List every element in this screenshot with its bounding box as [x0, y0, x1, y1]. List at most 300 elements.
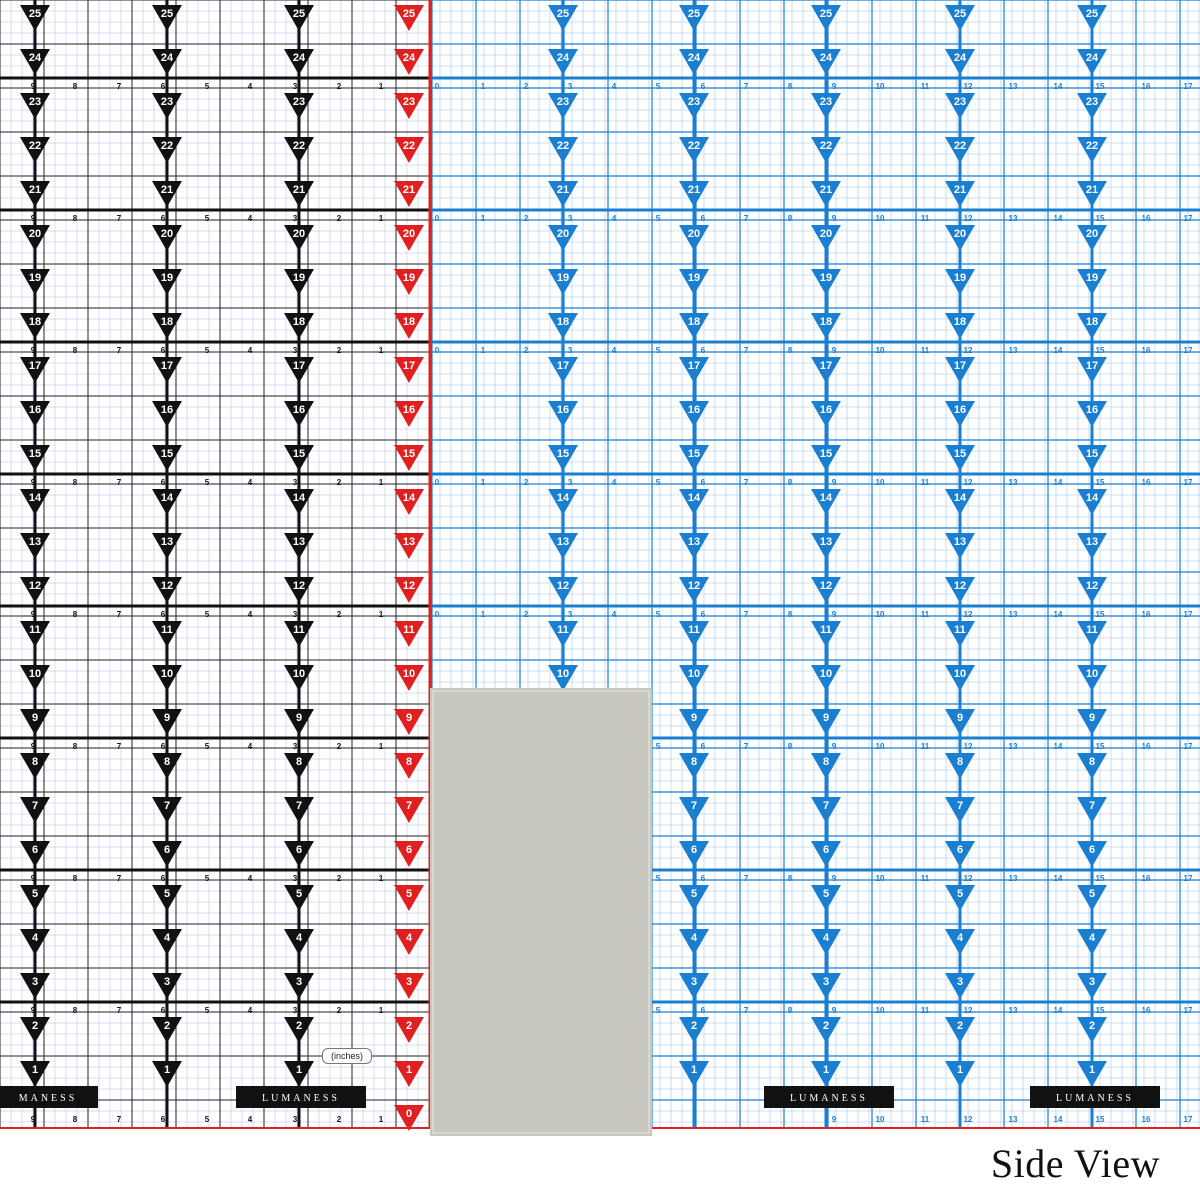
right-ruler-number: 6	[700, 478, 706, 487]
left-ruler-number: 6	[160, 214, 166, 223]
marker-number: 4	[690, 932, 698, 944]
left-ruler-number: 4	[247, 742, 253, 751]
marker-number: 1	[1088, 1064, 1096, 1076]
right-ruler-number: 11	[920, 1006, 930, 1015]
marker-number: 2	[163, 1020, 171, 1032]
left-ruler-number: 5	[204, 1006, 210, 1015]
marker-number: 16	[160, 404, 174, 416]
left-ruler-number: 6	[160, 1006, 166, 1015]
right-ruler-number: 5	[655, 1006, 661, 1015]
right-ruler-number: 1	[480, 214, 486, 223]
marker-number: 25	[402, 8, 416, 20]
right-ruler-number: 2	[523, 214, 529, 223]
marker-number: 6	[956, 844, 964, 856]
right-ruler-number: 9	[831, 82, 837, 91]
marker-number: 25	[160, 8, 174, 20]
marker-number: 10	[687, 668, 701, 680]
marker-number: 10	[556, 668, 570, 680]
marker-number: 23	[687, 96, 701, 108]
right-ruler-number: 17	[1183, 82, 1193, 91]
left-ruler-number: 4	[247, 346, 253, 355]
marker-number: 20	[402, 228, 416, 240]
left-ruler-number: 3	[292, 742, 298, 751]
marker-number: 21	[687, 184, 701, 196]
right-ruler-number: 11	[920, 214, 930, 223]
marker-number: 24	[402, 52, 416, 64]
right-ruler-number: 3	[567, 478, 573, 487]
right-ruler-number: 13	[1008, 82, 1018, 91]
marker-number: 20	[292, 228, 306, 240]
bottom-right-number: 17	[1183, 1115, 1193, 1124]
bottom-right-number: 16	[1141, 1115, 1151, 1124]
marker-number: 16	[953, 404, 967, 416]
marker-number: 7	[295, 800, 303, 812]
right-ruler-number: 7	[743, 742, 749, 751]
bottom-left-number: 6	[160, 1115, 166, 1124]
left-ruler-number: 6	[160, 610, 166, 619]
marker-number: 15	[556, 448, 570, 460]
marker-number: 9	[163, 712, 171, 724]
marker-number: 10	[160, 668, 174, 680]
marker-number: 23	[953, 96, 967, 108]
marker-number: 10	[292, 668, 306, 680]
right-ruler-number: 16	[1141, 82, 1151, 91]
logo-wordmark: MANESS	[18, 1093, 78, 1104]
right-ruler-number: 9	[831, 346, 837, 355]
right-ruler-number: 17	[1183, 610, 1193, 619]
right-ruler-number: 7	[743, 214, 749, 223]
marker-number: 20	[819, 228, 833, 240]
marker-number: 14	[28, 492, 42, 504]
left-ruler-number: 5	[204, 610, 210, 619]
marker-number: 11	[293, 624, 305, 636]
marker-number: 6	[163, 844, 171, 856]
marker-number: 10	[1085, 668, 1099, 680]
marker-number: 2	[405, 1020, 413, 1032]
marker-number: 16	[556, 404, 570, 416]
marker-number: 0	[405, 1108, 413, 1120]
bottom-left-number: 7	[116, 1115, 122, 1124]
left-ruler-number: 5	[204, 874, 210, 883]
bottom-left-number: 8	[72, 1115, 78, 1124]
marker-number: 22	[819, 140, 833, 152]
right-ruler-number: 0	[434, 82, 440, 91]
marker-number: 16	[819, 404, 833, 416]
left-ruler-number: 7	[116, 742, 122, 751]
right-ruler-number: 17	[1183, 874, 1193, 883]
left-ruler-number: 3	[292, 478, 298, 487]
marker-number: 1	[956, 1064, 964, 1076]
marker-number: 9	[405, 712, 413, 724]
marker-number: 20	[28, 228, 42, 240]
left-ruler-number: 2	[336, 478, 342, 487]
marker-number: 25	[556, 8, 570, 20]
lumaness-logo	[0, 1086, 98, 1108]
left-ruler-number: 9	[30, 874, 36, 883]
right-ruler-number: 0	[434, 214, 440, 223]
left-ruler-number: 1	[378, 874, 384, 883]
marker-number: 7	[690, 800, 698, 812]
marker-number: 20	[1085, 228, 1099, 240]
marker-number: 4	[405, 932, 413, 944]
left-ruler-number: 1	[378, 478, 384, 487]
marker-number: 8	[163, 756, 171, 768]
marker-number: 13	[687, 536, 701, 548]
right-ruler-number: 10	[875, 1006, 885, 1015]
sample-swatch-panel	[430, 688, 652, 1136]
right-ruler-number: 3	[567, 214, 573, 223]
marker-number: 11	[557, 624, 569, 636]
marker-number: 8	[405, 756, 413, 768]
marker-number: 23	[819, 96, 833, 108]
left-ruler-number: 7	[116, 874, 122, 883]
marker-number: 14	[687, 492, 701, 504]
right-ruler-number: 5	[655, 478, 661, 487]
marker-number: 17	[556, 360, 570, 372]
right-ruler-number: 12	[963, 478, 973, 487]
left-ruler-number: 5	[204, 214, 210, 223]
right-ruler-number: 0	[434, 478, 440, 487]
right-ruler-number: 15	[1095, 346, 1105, 355]
right-ruler-number: 14	[1053, 874, 1063, 883]
bottom-left-number: 4	[247, 1115, 253, 1124]
logo-wordmark: LUMANESS	[790, 1093, 868, 1104]
marker-number: 12	[292, 580, 306, 592]
right-ruler-number: 6	[700, 1006, 706, 1015]
left-ruler-number: 7	[116, 82, 122, 91]
marker-number: 18	[953, 316, 967, 328]
bottom-right-number: 13	[1008, 1115, 1018, 1124]
marker-number: 7	[956, 800, 964, 812]
bottom-right-number: 9	[831, 1115, 837, 1124]
marker-number: 12	[556, 580, 570, 592]
left-ruler-number: 9	[30, 214, 36, 223]
left-ruler-number: 8	[72, 742, 78, 751]
marker-number: 5	[163, 888, 171, 900]
marker-number: 13	[28, 536, 42, 548]
marker-number: 16	[292, 404, 306, 416]
left-ruler-number: 3	[292, 874, 298, 883]
marker-number: 15	[819, 448, 833, 460]
right-ruler-number: 3	[567, 346, 573, 355]
marker-number: 24	[819, 52, 833, 64]
marker-number: 3	[163, 976, 171, 988]
marker-number: 1	[822, 1064, 830, 1076]
marker-number: 3	[295, 976, 303, 988]
marker-number: 25	[28, 8, 42, 20]
left-ruler-number: 1	[378, 1006, 384, 1015]
left-ruler-number: 7	[116, 214, 122, 223]
marker-number: 2	[295, 1020, 303, 1032]
marker-number: 4	[1088, 932, 1096, 944]
marker-number: 9	[822, 712, 830, 724]
right-ruler-number: 6	[700, 82, 706, 91]
marker-number: 20	[556, 228, 570, 240]
marker-number: 25	[1085, 8, 1099, 20]
marker-number: 15	[1085, 448, 1099, 460]
right-ruler-number: 2	[523, 610, 529, 619]
marker-number: 5	[1088, 888, 1096, 900]
right-ruler-number: 14	[1053, 1006, 1063, 1015]
right-ruler-number: 14	[1053, 346, 1063, 355]
right-ruler-number: 7	[743, 82, 749, 91]
right-ruler-number: 14	[1053, 478, 1063, 487]
right-ruler-number: 16	[1141, 610, 1151, 619]
marker-number: 20	[160, 228, 174, 240]
marker-number: 14	[819, 492, 833, 504]
right-ruler-number: 11	[920, 610, 930, 619]
right-ruler-number: 13	[1008, 610, 1018, 619]
marker-number: 7	[31, 800, 39, 812]
lumaness-logo	[764, 1086, 894, 1108]
marker-number: 2	[956, 1020, 964, 1032]
right-ruler-number: 12	[963, 874, 973, 883]
right-ruler-number: 13	[1008, 346, 1018, 355]
marker-number: 19	[402, 272, 416, 284]
left-ruler-number: 3	[292, 82, 298, 91]
right-ruler-number: 4	[611, 478, 617, 487]
left-ruler-number: 2	[336, 82, 342, 91]
marker-number: 14	[292, 492, 306, 504]
right-ruler-number: 10	[875, 742, 885, 751]
marker-number: 7	[1088, 800, 1096, 812]
marker-number: 11	[161, 624, 173, 636]
marker-number: 12	[160, 580, 174, 592]
right-ruler-number: 11	[920, 346, 930, 355]
right-ruler-number: 13	[1008, 874, 1018, 883]
right-ruler-number: 1	[480, 610, 486, 619]
left-ruler-number: 9	[30, 82, 36, 91]
marker-number: 21	[953, 184, 967, 196]
right-ruler-number: 8	[787, 610, 793, 619]
marker-number: 22	[28, 140, 42, 152]
bottom-right-number: 15	[1095, 1115, 1105, 1124]
right-ruler-number: 8	[787, 742, 793, 751]
right-ruler-number: 9	[831, 478, 837, 487]
marker-number: 6	[1088, 844, 1096, 856]
right-ruler-number: 15	[1095, 610, 1105, 619]
marker-number: 8	[822, 756, 830, 768]
left-ruler-number: 8	[72, 478, 78, 487]
marker-number: 16	[687, 404, 701, 416]
marker-number: 24	[292, 52, 306, 64]
marker-number: 25	[819, 8, 833, 20]
marker-number: 12	[402, 580, 416, 592]
marker-number: 18	[292, 316, 306, 328]
right-ruler-number: 17	[1183, 214, 1193, 223]
marker-number: 3	[405, 976, 413, 988]
marker-number: 21	[402, 184, 416, 196]
marker-number: 17	[160, 360, 174, 372]
right-ruler-number: 15	[1095, 82, 1105, 91]
marker-number: 6	[295, 844, 303, 856]
left-ruler-number: 7	[116, 346, 122, 355]
right-ruler-number: 9	[831, 1006, 837, 1015]
right-ruler-number: 9	[831, 214, 837, 223]
marker-number: 7	[822, 800, 830, 812]
marker-number: 24	[1085, 52, 1099, 64]
right-ruler-number: 12	[963, 214, 973, 223]
marker-number: 22	[160, 140, 174, 152]
right-ruler-number: 12	[963, 610, 973, 619]
right-ruler-number: 4	[611, 610, 617, 619]
marker-number: 19	[953, 272, 967, 284]
left-ruler-number: 7	[116, 610, 122, 619]
marker-number: 24	[28, 52, 42, 64]
left-ruler-number: 2	[336, 874, 342, 883]
marker-number: 5	[295, 888, 303, 900]
marker-number: 22	[1085, 140, 1099, 152]
left-ruler-number: 3	[292, 1006, 298, 1015]
left-ruler-number: 9	[30, 1006, 36, 1015]
right-ruler-number: 4	[611, 346, 617, 355]
marker-number: 10	[402, 668, 416, 680]
marker-number: 14	[953, 492, 967, 504]
left-ruler-number: 8	[72, 346, 78, 355]
right-ruler-number: 10	[875, 346, 885, 355]
right-ruler-number: 8	[787, 478, 793, 487]
marker-number: 21	[160, 184, 174, 196]
marker-number: 1	[405, 1064, 413, 1076]
lumaness-logo	[236, 1086, 366, 1108]
left-ruler-number: 4	[247, 610, 253, 619]
marker-number: 25	[292, 8, 306, 20]
marker-number: 1	[163, 1064, 171, 1076]
right-ruler-number: 14	[1053, 82, 1063, 91]
marker-number: 21	[556, 184, 570, 196]
right-ruler-number: 10	[875, 478, 885, 487]
marker-number: 21	[28, 184, 42, 196]
marker-number: 23	[556, 96, 570, 108]
marker-number: 5	[822, 888, 830, 900]
right-ruler-number: 8	[787, 214, 793, 223]
right-ruler-number: 17	[1183, 1006, 1193, 1015]
marker-number: 12	[1085, 580, 1099, 592]
marker-number: 18	[160, 316, 174, 328]
marker-number: 10	[953, 668, 967, 680]
marker-number: 22	[556, 140, 570, 152]
marker-number: 2	[690, 1020, 698, 1032]
marker-number: 19	[687, 272, 701, 284]
right-ruler-number: 14	[1053, 742, 1063, 751]
right-ruler-number: 2	[523, 478, 529, 487]
marker-number: 24	[160, 52, 174, 64]
right-ruler-number: 8	[787, 1006, 793, 1015]
marker-number: 3	[956, 976, 964, 988]
marker-number: 23	[1085, 96, 1099, 108]
left-ruler-number: 7	[116, 478, 122, 487]
marker-number: 6	[822, 844, 830, 856]
bottom-left-number: 2	[336, 1115, 342, 1124]
right-ruler-number: 7	[743, 1006, 749, 1015]
marker-number: 19	[160, 272, 174, 284]
bottom-left-number: 9	[30, 1115, 36, 1124]
right-ruler-number: 16	[1141, 214, 1151, 223]
right-ruler-number: 6	[700, 214, 706, 223]
marker-number: 15	[953, 448, 967, 460]
marker-number: 9	[690, 712, 698, 724]
left-ruler-number: 1	[378, 610, 384, 619]
right-ruler-number: 1	[480, 346, 486, 355]
marker-number: 3	[690, 976, 698, 988]
marker-number: 11	[688, 624, 700, 636]
right-ruler-number: 13	[1008, 742, 1018, 751]
right-ruler-number: 16	[1141, 346, 1151, 355]
marker-number: 19	[28, 272, 42, 284]
marker-number: 5	[31, 888, 39, 900]
marker-number: 25	[953, 8, 967, 20]
left-ruler-number: 4	[247, 874, 253, 883]
right-ruler-number: 15	[1095, 874, 1105, 883]
marker-number: 14	[1085, 492, 1099, 504]
right-ruler-number: 11	[920, 478, 930, 487]
marker-number: 14	[402, 492, 416, 504]
right-ruler-number: 6	[700, 874, 706, 883]
marker-number: 24	[687, 52, 701, 64]
marker-number: 2	[1088, 1020, 1096, 1032]
marker-number: 18	[28, 316, 42, 328]
right-ruler-number: 5	[655, 82, 661, 91]
right-ruler-number: 9	[831, 742, 837, 751]
marker-number: 12	[28, 580, 42, 592]
right-ruler-number: 2	[523, 82, 529, 91]
left-ruler-number: 9	[30, 610, 36, 619]
right-ruler-number: 8	[787, 874, 793, 883]
marker-number: 3	[822, 976, 830, 988]
right-ruler-number: 7	[743, 346, 749, 355]
side-view-caption: Side View	[990, 1141, 1160, 1186]
right-ruler-number: 10	[875, 874, 885, 883]
marker-number: 5	[690, 888, 698, 900]
right-ruler-number: 11	[920, 82, 930, 91]
left-ruler-number: 2	[336, 742, 342, 751]
marker-number: 5	[956, 888, 964, 900]
right-ruler-number: 16	[1141, 742, 1151, 751]
bottom-left-number: 1	[378, 1115, 384, 1124]
marker-number: 3	[31, 976, 39, 988]
right-ruler-number: 15	[1095, 1006, 1105, 1015]
inches-unit-label: (inches)	[322, 1048, 372, 1064]
right-ruler-number: 5	[655, 346, 661, 355]
left-ruler-number: 1	[378, 346, 384, 355]
right-ruler-number: 9	[831, 874, 837, 883]
left-ruler-number: 2	[336, 1006, 342, 1015]
left-ruler-number: 8	[72, 1006, 78, 1015]
marker-number: 13	[953, 536, 967, 548]
marker-number: 5	[405, 888, 413, 900]
marker-number: 4	[295, 932, 303, 944]
marker-number: 8	[295, 756, 303, 768]
marker-number: 22	[292, 140, 306, 152]
right-ruler-number: 15	[1095, 742, 1105, 751]
bottom-left-number: 3	[292, 1115, 298, 1124]
right-ruler-number: 16	[1141, 874, 1151, 883]
marker-number: 22	[687, 140, 701, 152]
left-ruler-number: 3	[292, 214, 298, 223]
right-ruler-number: 9	[831, 610, 837, 619]
marker-number: 20	[687, 228, 701, 240]
left-ruler-number: 1	[378, 214, 384, 223]
marker-number: 23	[28, 96, 42, 108]
marker-number: 20	[953, 228, 967, 240]
marker-number: 13	[819, 536, 833, 548]
right-ruler-number: 4	[611, 214, 617, 223]
marker-number: 8	[31, 756, 39, 768]
right-ruler-number: 17	[1183, 478, 1193, 487]
right-ruler-number: 10	[875, 82, 885, 91]
marker-number: 11	[403, 624, 415, 636]
right-ruler-number: 6	[700, 346, 706, 355]
